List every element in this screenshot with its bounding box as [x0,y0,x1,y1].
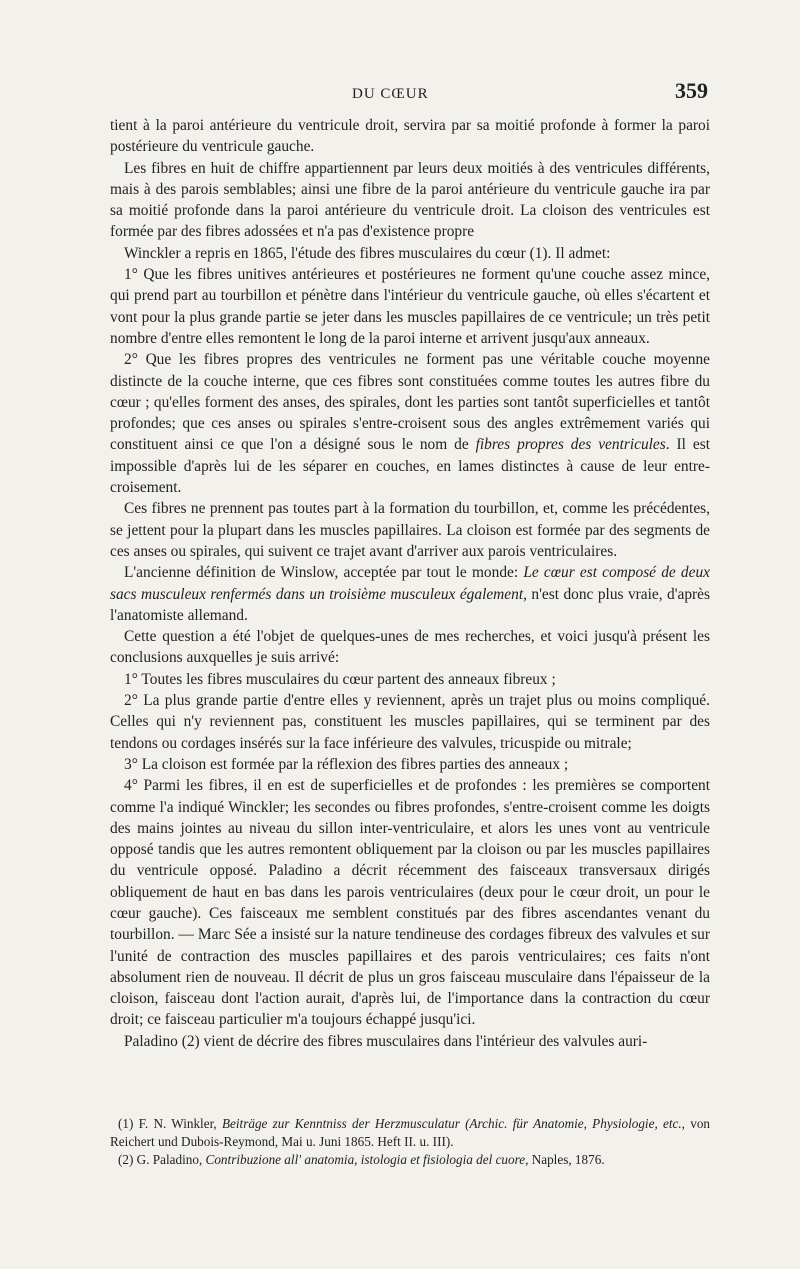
footnote [110,1115,710,1151]
text-run: L'ancienne définition de Winslow, acceptée par tout le monde: [124,564,524,582]
paragraph [110,562,710,626]
text-run: . Il est impossible d'après lui de les séparer en couches, en lames distinctes à cause de leur entre-croisement. [110,436,710,497]
footnotes [110,1115,710,1169]
text-run: 2° Que les fibres propres des ventricules ne forment pas une véritable couche moyenne distincte de la couche interne, que ces fibres sont constituées comme toutes les autres fibre du cœur ; qu'elles forment des anses, des spirales, dont les parties sont tantôt superficielles et tantôt profondes; que ces anses ou spirales s'entre-croisent sous des angles extrêmement variés qui constituent ainsi ce que l'on a désigné sous le nom de [110,351,710,454]
text-run: , Naples, 1876. [525,1152,605,1167]
text-run: , n'est donc plus vraie, d'après l'anatomiste allemand. [110,585,710,624]
paragraph: 1° Toutes les fibres musculaires du cœur partent des anneaux fibreux ; [124,670,556,688]
footnote [110,1151,710,1169]
paragraph: Cette question a été l'objet de quelques-unes de mes recherches, et voici jusqu'à présent les conclusions auxquelles je suis arrivé: [110,628,710,667]
paragraph: tient à la paroi antérieure du ventricule droit, servira par sa moitié profonde à former la paroi postérieure du ventricule gauche. [110,117,710,156]
paragraph [110,349,710,498]
paragraph: 4° Parmi les fibres, il en est de superficielles et de profondes : les premières se comportent comme l'a indiqué Winckler; les secondes ou fibres profondes, s'entre-croisent comme les doigts des mains jointes au niveau du sillon inter-ventriculaire, et alors les unes vont au ventricule opposé tandis que les autres remontent obliquement par la cloison ou par les muscles papillaires du ventricule opposé. Paladino a décrit récemment des faisceaux transversaux dirigés obliquement de haut en bas dans les parois ventriculaires (deux pour le cœur droit, un pour le cœur gauche). Ces faisceaux me semblent constitués par des fibres ascendantes venant du tourbillon. — Marc Sée a insisté sur la nature tendineuse des cordages fibreux des valvules et sur l'unité de contraction des muscles papillaires et des parois ventriculaires; ces faits n'ont absolument rien de nouveau. Il décrit de plus un gros faisceau musculaire dans l'épaisseur de la cloison, faisceau dont l'action aurait, d'après lui, de l'importance dans la contraction du cœur droit; ce faisceau particulier m'a toujours échappé jusqu'ici. [110,777,710,1029]
body-text [110,115,710,1052]
paragraph: 2° La plus grande partie d'entre elles y reviennent, après un trajet plus ou moins compliqué. Celles qui n'y reviennent pas, constituent les muscles papillaires, qui se terminent par des tendons ou cordages insérés sur la face inférieure des valvules, tricuspide ou mitrale; [110,692,710,752]
text-run: (1) F. N. Winkler, [118,1116,222,1131]
running-title: DU CŒUR [352,86,429,102]
paragraph: Les fibres en huit de chiffre appartiennent par leurs deux moitiés à des ventricules différents, mais à des parois semblables; ainsi une fibre de la paroi antérieure du ventricule gauche ira par sa moitié profonde dans la paroi antérieure du ventricule droit. La cloison des ventricules est formée par des fibres adossées et n'a pas d'existence propre [110,159,710,241]
page-number: 359 [675,78,708,103]
italic-title: Contribuzione all' anatomia, istologia et fisiologia del cuore [205,1152,526,1167]
paragraph: Paladino (2) vient de décrire des fibres musculaires dans l'intérieur des valvules auri- [124,1032,648,1050]
text-run: , von Reichert und Dubois-Reymond, Mai u. Juni 1865. Heft II. u. III). [110,1116,711,1149]
paragraph: 1° Que les fibres unitives antérieures et postérieures ne forment qu'une couche assez mince, qui prend part au tourbillon et pénètre dans l'intérieur du ventricule gauche, où elles s'écartent et vont pour la plus grande partie se jeter dans les muscles papillaires de ce ventricule; un très petit nombre d'entre elles remontent le long de la paroi interne et arrivent jusqu'aux anneaux. [110,266,710,347]
italic-term: fibres propres des ventricules [475,436,666,454]
paragraph: Winckler a repris en 1865, l'étude des fibres musculaires du cœur (1). Il admet: [124,244,611,262]
page-header [112,78,708,108]
paragraph: Ces fibres ne prennent pas toutes part à la formation du tourbillon, et, comme les précédentes, se jettent pour la plupart dans les muscles papillaires. La cloison est formée par des segments de ces anses ou spirales, qui suivent ce trajet avant d'arriver aux parois ventriculaires. [110,500,710,560]
paragraph: 3° La cloison est formée par la réflexion des fibres parties des anneaux ; [124,755,569,773]
text-run: (2) G. Paladino, [118,1152,206,1167]
italic-quote: Le cœur est composé de deux sacs musculeux renfermés dans un troisième musculeux également [110,564,710,603]
italic-title: Beiträge zur Kenntniss der Herzmusculatur (Archic. für Anatomie, Physiologie, etc. [221,1116,682,1131]
